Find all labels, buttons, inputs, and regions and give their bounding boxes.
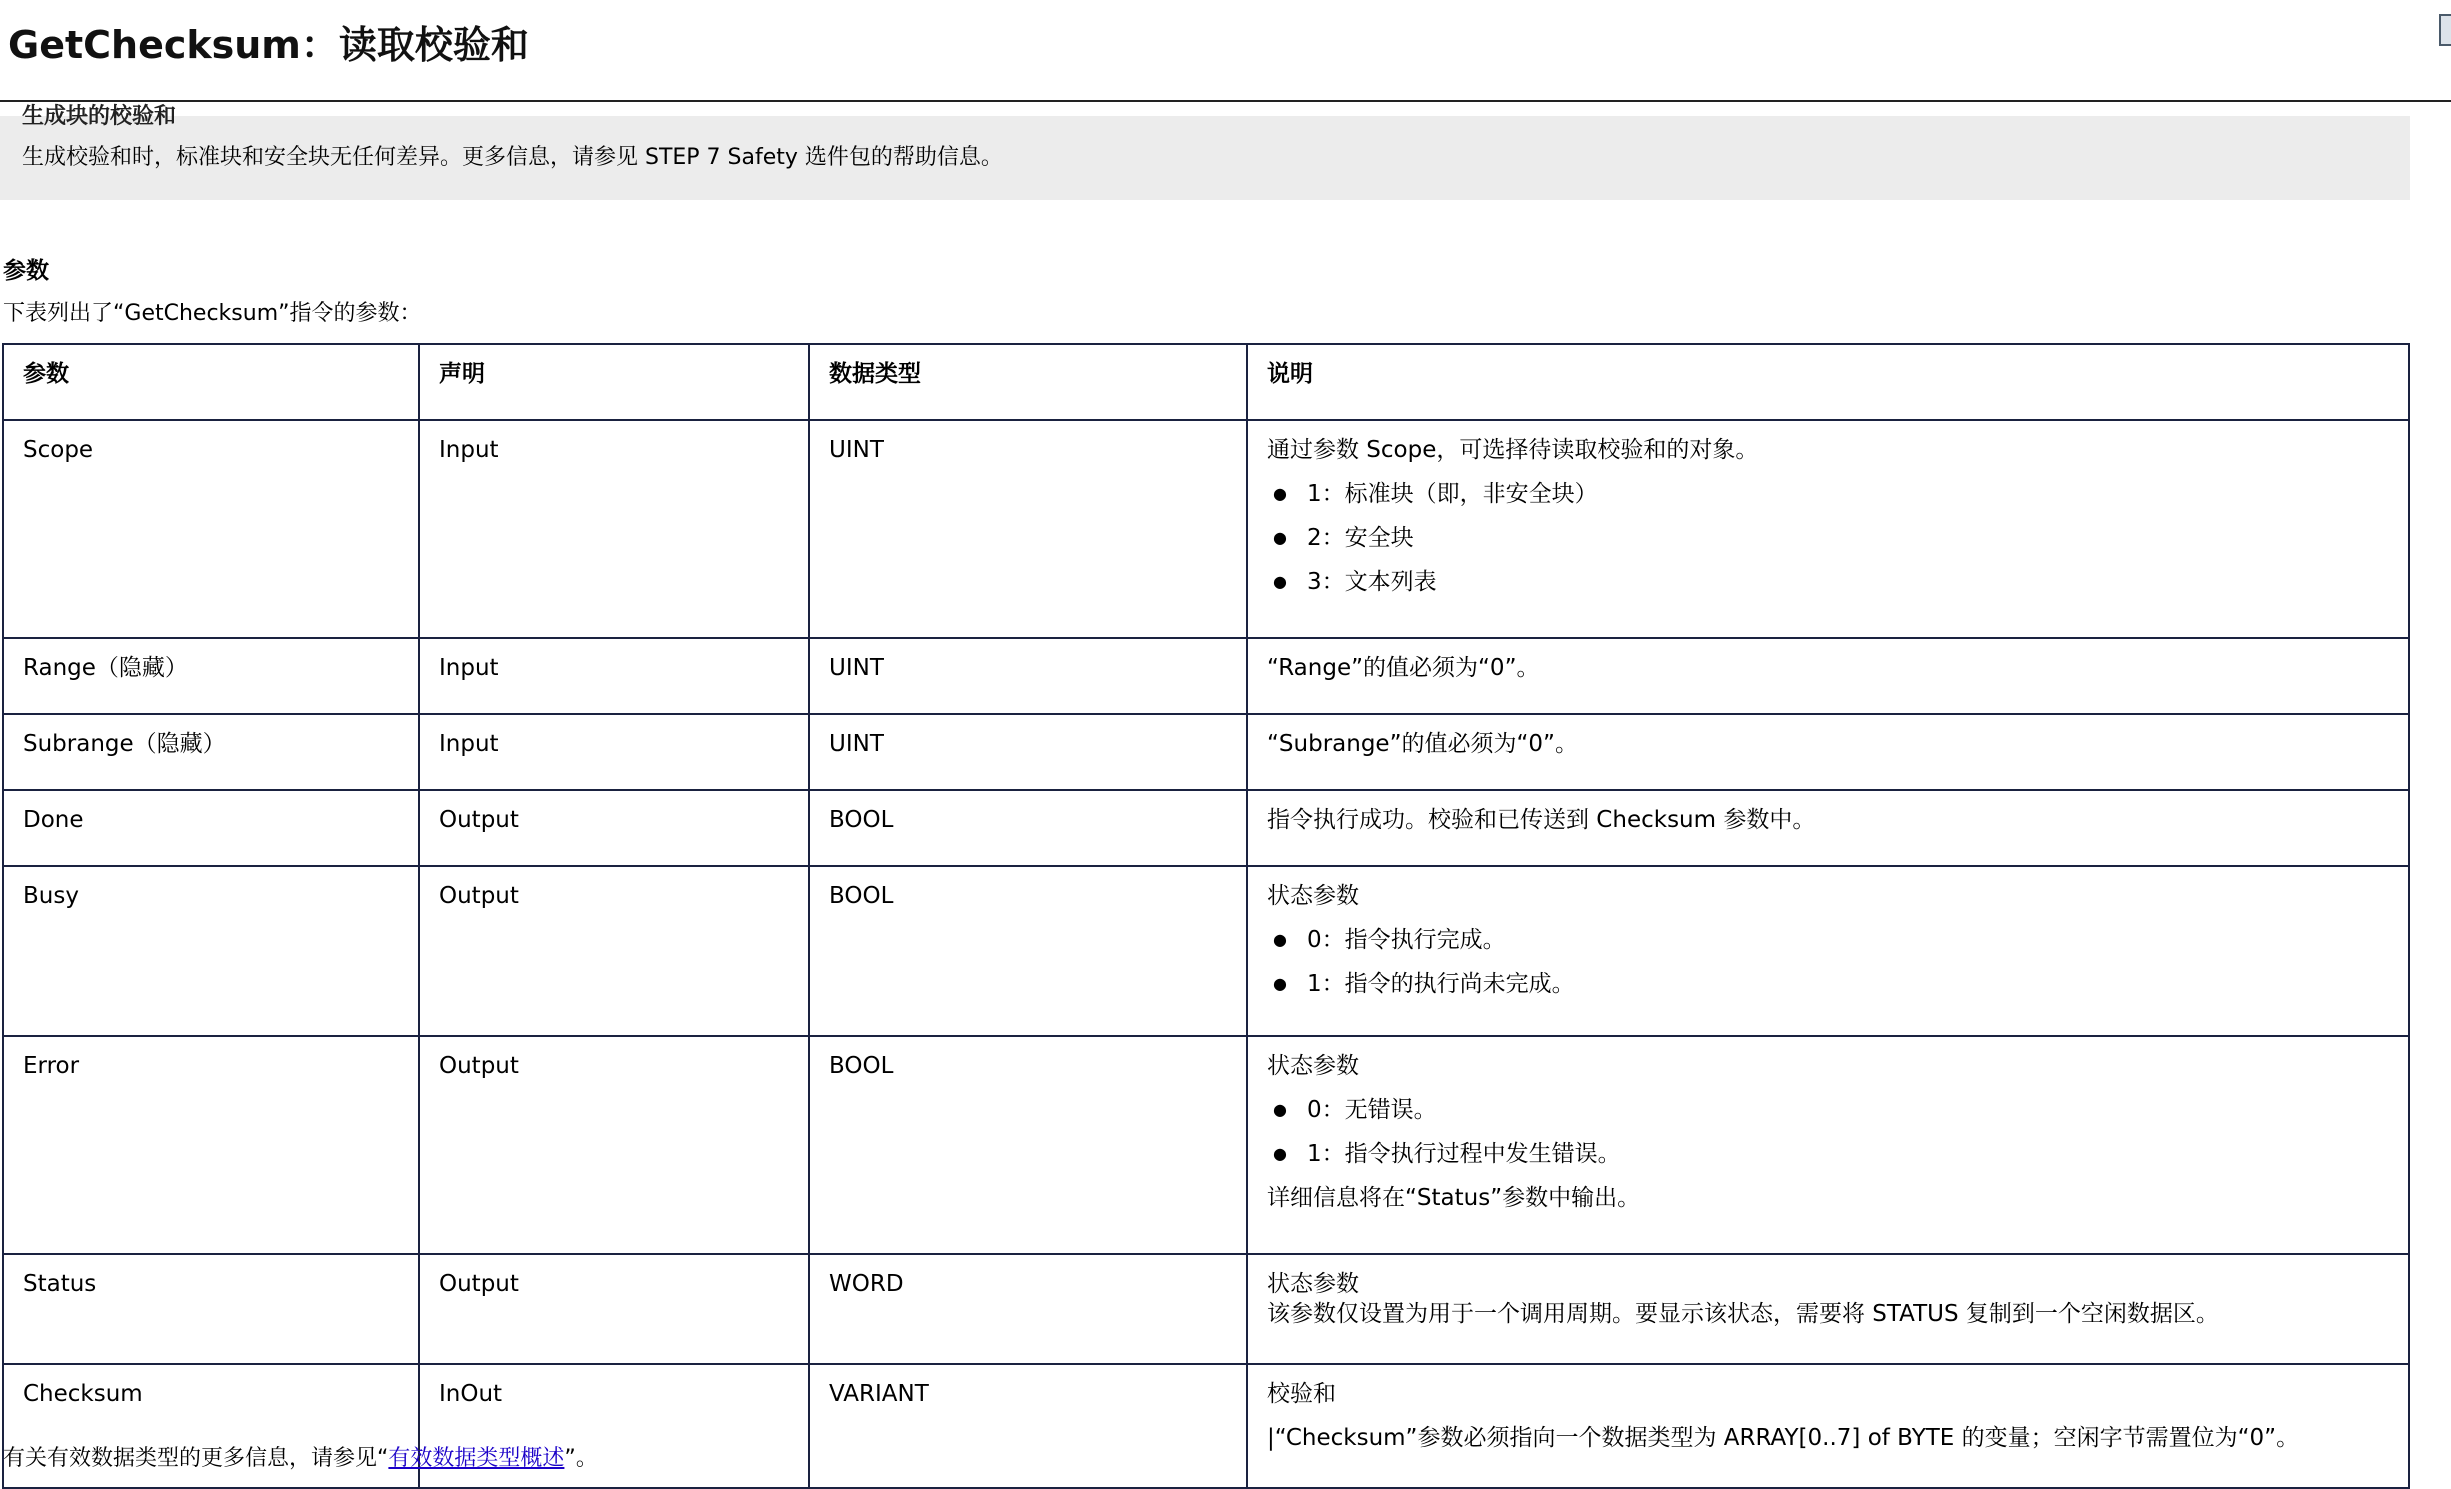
description-note: 该参数仅设置为用于一个调用周期。要显示该状态，需要将 STATUS 复制到一个空闲数据区。 xyxy=(1267,1301,2219,1327)
cell-param: Range（隐藏） xyxy=(3,638,419,714)
cell-declaration: Output xyxy=(419,866,809,1036)
cell-param: Checksum xyxy=(3,1364,419,1488)
header-declaration: 声明 xyxy=(419,344,809,420)
cell-description xyxy=(1247,790,2409,866)
valid-data-types-link[interactable]: 有效数据类型概述 xyxy=(388,1446,565,1471)
footer-prefix: 有关有效数据类型的更多信息，请参见“ xyxy=(3,1446,389,1471)
cell-declaration: Output xyxy=(419,1254,809,1364)
cell-description xyxy=(1247,1364,2409,1488)
table-header-row xyxy=(3,344,2409,420)
cell-data-type: UINT xyxy=(809,420,1247,638)
list-item: ● 2：安全块 xyxy=(1267,523,2389,553)
table-row xyxy=(3,638,2409,714)
cell-description xyxy=(1247,866,2409,1036)
table-row xyxy=(3,1036,2409,1254)
header-description: 说明 xyxy=(1247,344,2409,420)
window-edge-tab[interactable] xyxy=(2439,14,2451,46)
list-item: ● 3：文本列表 xyxy=(1267,567,2389,597)
description-text: 指令执行成功。校验和已传送到 Checksum 参数中。 xyxy=(1267,807,1816,833)
description-text: “Subrange”的值必须为“0”。 xyxy=(1267,731,1578,757)
cell-param: Error xyxy=(3,1036,419,1254)
cell-param: Status xyxy=(3,1254,419,1364)
cell-declaration: InOut xyxy=(419,1364,809,1488)
description-note: 详细信息将在“Status”参数中输出。 xyxy=(1267,1185,1641,1211)
note-text: 生成校验和时，标准块和安全块无任何差异。更多信息，请参见 STEP 7 Safety 选件包的帮助信息。 xyxy=(22,145,1003,170)
cell-data-type: BOOL xyxy=(809,790,1247,866)
cell-data-type: WORD xyxy=(809,1254,1247,1364)
cell-description xyxy=(1247,1254,2409,1364)
parameters-heading: 参数 xyxy=(3,258,49,284)
description-text: 状态参数 xyxy=(1267,1271,1359,1297)
table-row xyxy=(3,420,2409,638)
list-item: ● 1：指令的执行尚未完成。 xyxy=(1267,969,2389,999)
cell-param: Done xyxy=(3,790,419,866)
cell-data-type: VARIANT xyxy=(809,1364,1247,1488)
description-bullet-list xyxy=(1267,1095,2389,1169)
cell-declaration: Output xyxy=(419,1036,809,1254)
table-row xyxy=(3,790,2409,866)
footer-note xyxy=(3,1441,598,1472)
description-text: 通过参数 Scope，可选择待读取校验和的对象。 xyxy=(1267,437,1759,463)
title-divider xyxy=(0,100,2451,102)
description-text: 状态参数 xyxy=(1267,883,1359,909)
description-bullet-list xyxy=(1267,479,2389,597)
parameters-intro: 下表列出了“GetChecksum”指令的参数： xyxy=(3,301,422,326)
table-row xyxy=(3,1254,2409,1364)
header-data-type: 数据类型 xyxy=(809,344,1247,420)
list-item: ● 1：指令执行过程中发生错误。 xyxy=(1267,1139,2389,1169)
note-heading-cut xyxy=(22,100,176,114)
cell-description xyxy=(1247,420,2409,638)
cell-description xyxy=(1247,1036,2409,1254)
cell-param: Busy xyxy=(3,866,419,1036)
list-item: ● 0：无错误。 xyxy=(1267,1095,2389,1125)
cell-description xyxy=(1247,638,2409,714)
cell-param: Subrange（隐藏） xyxy=(3,714,419,790)
description-text: “Range”的值必须为“0”。 xyxy=(1267,655,1540,681)
cell-data-type: BOOL xyxy=(809,1036,1247,1254)
description-text: 校验和 xyxy=(1267,1381,1336,1407)
table-row xyxy=(3,866,2409,1036)
description-text: 状态参数 xyxy=(1267,1053,1359,1079)
cell-declaration: Input xyxy=(419,638,809,714)
cell-data-type: UINT xyxy=(809,638,1247,714)
parameters-table xyxy=(2,343,2410,1489)
list-item: ● 0：指令执行完成。 xyxy=(1267,925,2389,955)
description-note: |“Checksum”参数必须指向一个数据类型为 ARRAY[0..7] of BYTE 的变量；空闲字节需置位为“0”。 xyxy=(1267,1425,2300,1451)
cell-data-type: UINT xyxy=(809,714,1247,790)
cell-declaration: Output xyxy=(419,790,809,866)
description-bullet-list xyxy=(1267,925,2389,999)
cell-declaration: Input xyxy=(419,714,809,790)
list-item: ● 1：标准块（即，非安全块） xyxy=(1267,479,2389,509)
footer-suffix: ”。 xyxy=(564,1446,598,1471)
table-row xyxy=(3,714,2409,790)
cell-description xyxy=(1247,714,2409,790)
cell-param: Scope xyxy=(3,420,419,638)
header-param: 参数 xyxy=(3,344,419,420)
cell-declaration: Input xyxy=(419,420,809,638)
page-title: GetChecksum：读取校验和 xyxy=(8,23,529,67)
cell-data-type: BOOL xyxy=(809,866,1247,1036)
